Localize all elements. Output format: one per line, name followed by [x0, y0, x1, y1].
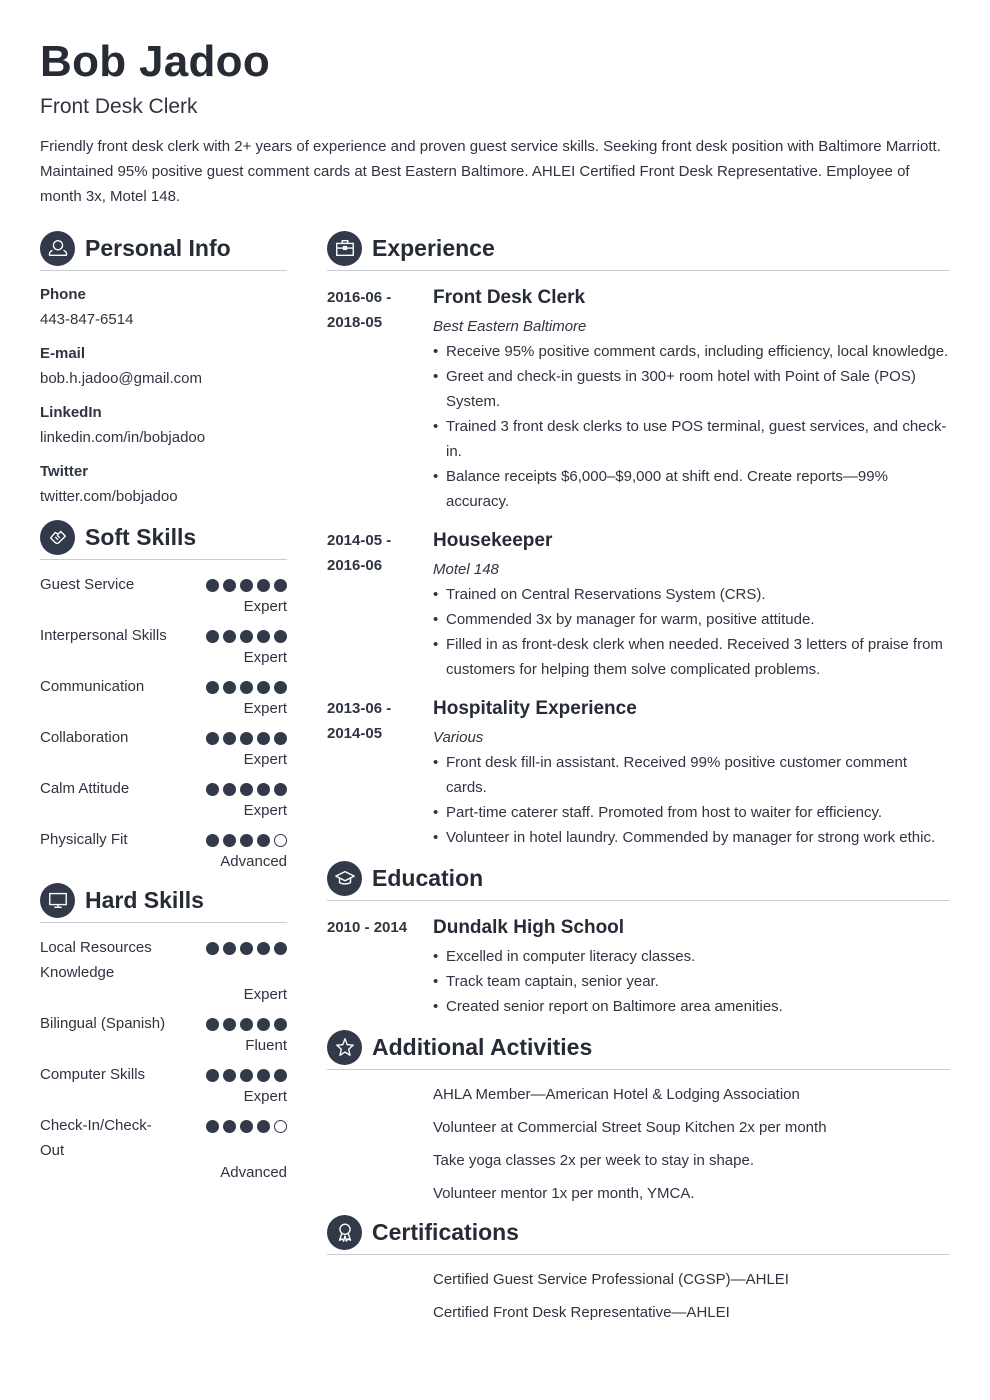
skill-rating-dots	[206, 579, 287, 592]
personal-info-section	[40, 230, 287, 507]
resume-header	[40, 36, 950, 209]
hard-skills-section	[40, 882, 287, 1183]
skill-rating-dots	[206, 783, 287, 796]
rating-dot-filled	[240, 834, 253, 847]
certification-item: Certified Guest Service Professional (CGSP)—AHLEI	[433, 1271, 789, 1288]
skill-name: Check-In/Check-Out	[40, 1117, 152, 1159]
rating-dot-filled	[206, 1069, 219, 1082]
skill-name: Physically Fit	[40, 831, 128, 848]
section-header	[40, 230, 287, 271]
rating-dot-filled	[223, 783, 236, 796]
education-bullet: • Track team captain, senior year.	[433, 969, 950, 994]
rating-dot-filled	[223, 834, 236, 847]
activities-list	[327, 1082, 950, 1206]
rating-dot-empty	[274, 834, 287, 847]
section-title: Personal Info	[85, 234, 231, 261]
rating-dot-filled	[257, 630, 270, 643]
rating-dot-filled	[223, 630, 236, 643]
hard-skills-list	[40, 923, 287, 1183]
skill-name: Computer Skills	[40, 1066, 146, 1083]
rating-dot-filled	[206, 579, 219, 592]
rating-dot-filled	[240, 1120, 253, 1133]
twitter-label: Twitter	[40, 463, 89, 480]
rating-dot-filled	[206, 732, 219, 745]
skill-level: Advanced	[220, 853, 287, 870]
skill-name: Interpersonal Skills	[40, 627, 167, 644]
rating-dot-filled	[223, 1018, 236, 1031]
section-header	[327, 1029, 950, 1070]
rating-dot-filled	[223, 942, 236, 955]
rating-dot-filled	[240, 783, 253, 796]
activity-item: Volunteer at Commercial Street Soup Kitchen 2x per month	[433, 1119, 827, 1136]
rating-dot-filled	[274, 681, 287, 694]
skill-level: Expert	[243, 751, 287, 768]
skill-rating-dots	[206, 1018, 287, 1031]
skill-rating-dots	[206, 1069, 287, 1082]
rating-dot-filled	[257, 732, 270, 745]
rating-dot-filled	[223, 579, 236, 592]
certifications-list	[327, 1267, 950, 1325]
linkedin-value[interactable]: linkedin.com/in/bobjadoo	[40, 429, 206, 446]
rating-dot-filled	[274, 783, 287, 796]
section-header	[327, 230, 950, 271]
job-bullet: • Receive 95% positive comment cards, including efficiency, local knowledge.	[433, 339, 950, 364]
rating-dot-filled	[206, 1120, 219, 1133]
right-column	[327, 230, 950, 1333]
skill-item	[40, 1011, 287, 1056]
rating-dot-filled	[206, 942, 219, 955]
briefcase-icon	[327, 231, 362, 266]
soft-skills-section	[40, 519, 287, 872]
job-bullet: • Filled in as front-desk clerk when needed. Received 3 letters of praise from customers for helping them solve complicated problems.	[433, 632, 950, 682]
rating-dot-filled	[274, 732, 287, 745]
education-section	[327, 860, 950, 1019]
left-column	[40, 230, 287, 1183]
rating-dot-filled	[274, 1069, 287, 1082]
rating-dot-filled	[240, 942, 253, 955]
skill-level: Expert	[243, 986, 287, 1003]
job-date: 2013-06 - 2014-05	[327, 700, 392, 742]
rating-dot-filled	[206, 681, 219, 694]
skill-name: Local Resources Knowledge	[40, 939, 152, 981]
rating-dot-filled	[240, 681, 253, 694]
twitter-value[interactable]: twitter.com/bobjadoo	[40, 488, 178, 505]
job-date: 2014-05 - 2016-06	[327, 532, 392, 574]
job-bullet: • Part-time caterer staff. Promoted from host to waiter for efficiency.	[433, 800, 950, 825]
rating-dot-filled	[223, 681, 236, 694]
section-header	[327, 1214, 950, 1255]
rating-dot-filled	[206, 783, 219, 796]
rating-dot-filled	[274, 1018, 287, 1031]
section-title: Additional Activities	[372, 1033, 593, 1060]
rating-dot-filled	[223, 1120, 236, 1133]
experience-section	[327, 230, 950, 850]
job-title: Hospitality Experience	[433, 698, 637, 719]
skill-item	[40, 725, 287, 770]
rating-dot-filled	[257, 1069, 270, 1082]
rating-dot-filled	[240, 1069, 253, 1082]
job-title: Front Desk Clerk	[433, 287, 586, 308]
rating-dot-filled	[274, 579, 287, 592]
jobs-list	[327, 285, 950, 850]
person-icon	[40, 231, 75, 266]
rating-dot-filled	[223, 1069, 236, 1082]
skill-level: Expert	[243, 802, 287, 819]
job-bullet: • Commended 3x by manager for warm, positive attitude.	[433, 607, 950, 632]
job-bullet: • Trained 3 front desk clerks to use POS terminal, guest services, and check-in.	[433, 414, 950, 464]
activity-item: AHLA Member—American Hotel & Lodging Association	[433, 1086, 800, 1103]
phone-value[interactable]: 443-847-6514	[40, 311, 134, 328]
skill-rating-dots	[206, 732, 287, 745]
skill-name: Guest Service	[40, 576, 135, 593]
handshake-icon	[40, 520, 75, 555]
skill-name: Collaboration	[40, 729, 129, 746]
rating-dot-filled	[240, 1018, 253, 1031]
activities-section	[327, 1029, 950, 1206]
job-entry	[327, 285, 950, 514]
rating-dot-filled	[206, 1018, 219, 1031]
skill-item	[40, 827, 287, 872]
skill-item	[40, 1062, 287, 1107]
job-date: 2016-06 - 2018-05	[327, 289, 392, 331]
job-company: Motel 148	[433, 561, 499, 578]
candidate-role: Front Desk Clerk	[40, 95, 198, 118]
skill-rating-dots	[206, 1120, 287, 1133]
rating-dot-filled	[257, 579, 270, 592]
section-title: Hard Skills	[85, 886, 204, 913]
activity-item: Take yoga classes 2x per week to stay in shape.	[433, 1152, 755, 1169]
education-entry	[327, 915, 950, 1019]
email-value[interactable]: bob.h.jadoo@gmail.com	[40, 370, 202, 387]
rating-dot-filled	[257, 834, 270, 847]
job-company: Various	[433, 729, 484, 746]
skill-level: Expert	[243, 598, 287, 615]
section-title: Soft Skills	[85, 523, 197, 550]
email-label: E-mail	[40, 345, 86, 362]
phone-label: Phone	[40, 286, 86, 303]
section-header	[327, 860, 950, 901]
skill-level: Advanced	[220, 1164, 287, 1181]
certifications-section	[327, 1214, 950, 1325]
skill-item	[40, 674, 287, 719]
skill-item	[40, 776, 287, 821]
skill-item	[40, 1113, 287, 1183]
section-title: Experience	[372, 234, 495, 261]
section-title: Certifications	[372, 1218, 519, 1245]
job-entry	[327, 696, 950, 850]
graduation-cap-icon	[327, 861, 362, 896]
rating-dot-empty	[274, 1120, 287, 1133]
job-bullet: • Balance receipts $6,000–$9,000 at shift end. Create reports—99% accuracy.	[433, 464, 950, 514]
rating-dot-filled	[257, 942, 270, 955]
skill-item	[40, 572, 287, 617]
job-entry	[327, 528, 950, 682]
rating-dot-filled	[257, 783, 270, 796]
education-date: 2010 - 2014	[327, 919, 408, 936]
rating-dot-filled	[240, 630, 253, 643]
job-company: Best Eastern Baltimore	[433, 318, 587, 335]
skill-level: Expert	[243, 649, 287, 666]
education-bullet: • Created senior report on Baltimore area amenities.	[433, 994, 950, 1019]
job-bullet: • Front desk fill-in assistant. Received 99% positive customer comment cards.	[433, 750, 950, 800]
candidate-name: Bob Jadoo	[40, 37, 271, 86]
skill-item	[40, 935, 287, 1005]
rating-dot-filled	[240, 732, 253, 745]
activity-item: Volunteer mentor 1x per month, YMCA.	[433, 1185, 695, 1202]
linkedin-label: LinkedIn	[40, 404, 102, 421]
summary-paragraph: Friendly front desk clerk with 2+ years of experience and proven guest service skills. Seeking front desk position with Baltimore Marriott. Maintained 95% positive guest comment cards at Best Eastern Baltimore. AHLEI Certified Front Desk Representative. Employee of month 3x, Motel 148.	[40, 138, 941, 205]
education-bullet: • Excelled in computer literacy classes.	[433, 944, 950, 969]
section-title: Education	[372, 864, 484, 891]
rating-dot-filled	[206, 834, 219, 847]
school-name: Dundalk High School	[433, 917, 625, 938]
star-icon	[327, 1030, 362, 1065]
section-header	[40, 519, 287, 560]
job-bullet: • Trained on Central Reservations System (CRS).	[433, 582, 950, 607]
rating-dot-filled	[223, 732, 236, 745]
rating-dot-filled	[206, 630, 219, 643]
skill-name: Calm Attitude	[40, 780, 130, 797]
skill-rating-dots	[206, 834, 287, 847]
rating-dot-filled	[257, 1120, 270, 1133]
skill-name: Bilingual (Spanish)	[40, 1015, 166, 1032]
rating-dot-filled	[257, 1018, 270, 1031]
skill-rating-dots	[206, 681, 287, 694]
skill-name: Communication	[40, 678, 145, 695]
soft-skills-list	[40, 560, 287, 872]
job-title: Housekeeper	[433, 530, 553, 551]
section-header	[40, 882, 287, 923]
skill-level: Expert	[243, 1088, 287, 1105]
award-ribbon-icon	[327, 1215, 362, 1250]
skill-rating-dots	[206, 630, 287, 643]
skill-level: Expert	[243, 700, 287, 717]
job-bullet: • Volunteer in hotel laundry. Commended by manager for strong work ethic.	[433, 825, 950, 850]
monitor-icon	[40, 883, 75, 918]
rating-dot-filled	[274, 942, 287, 955]
rating-dot-filled	[240, 579, 253, 592]
certification-item: Certified Front Desk Representative—AHLEI	[433, 1304, 730, 1321]
skill-rating-dots	[206, 942, 287, 955]
rating-dot-filled	[274, 630, 287, 643]
job-bullet: • Greet and check-in guests in 300+ room hotel with Point of Sale (POS) System.	[433, 364, 950, 414]
skill-level: Fluent	[245, 1037, 287, 1054]
skill-item	[40, 623, 287, 668]
rating-dot-filled	[257, 681, 270, 694]
